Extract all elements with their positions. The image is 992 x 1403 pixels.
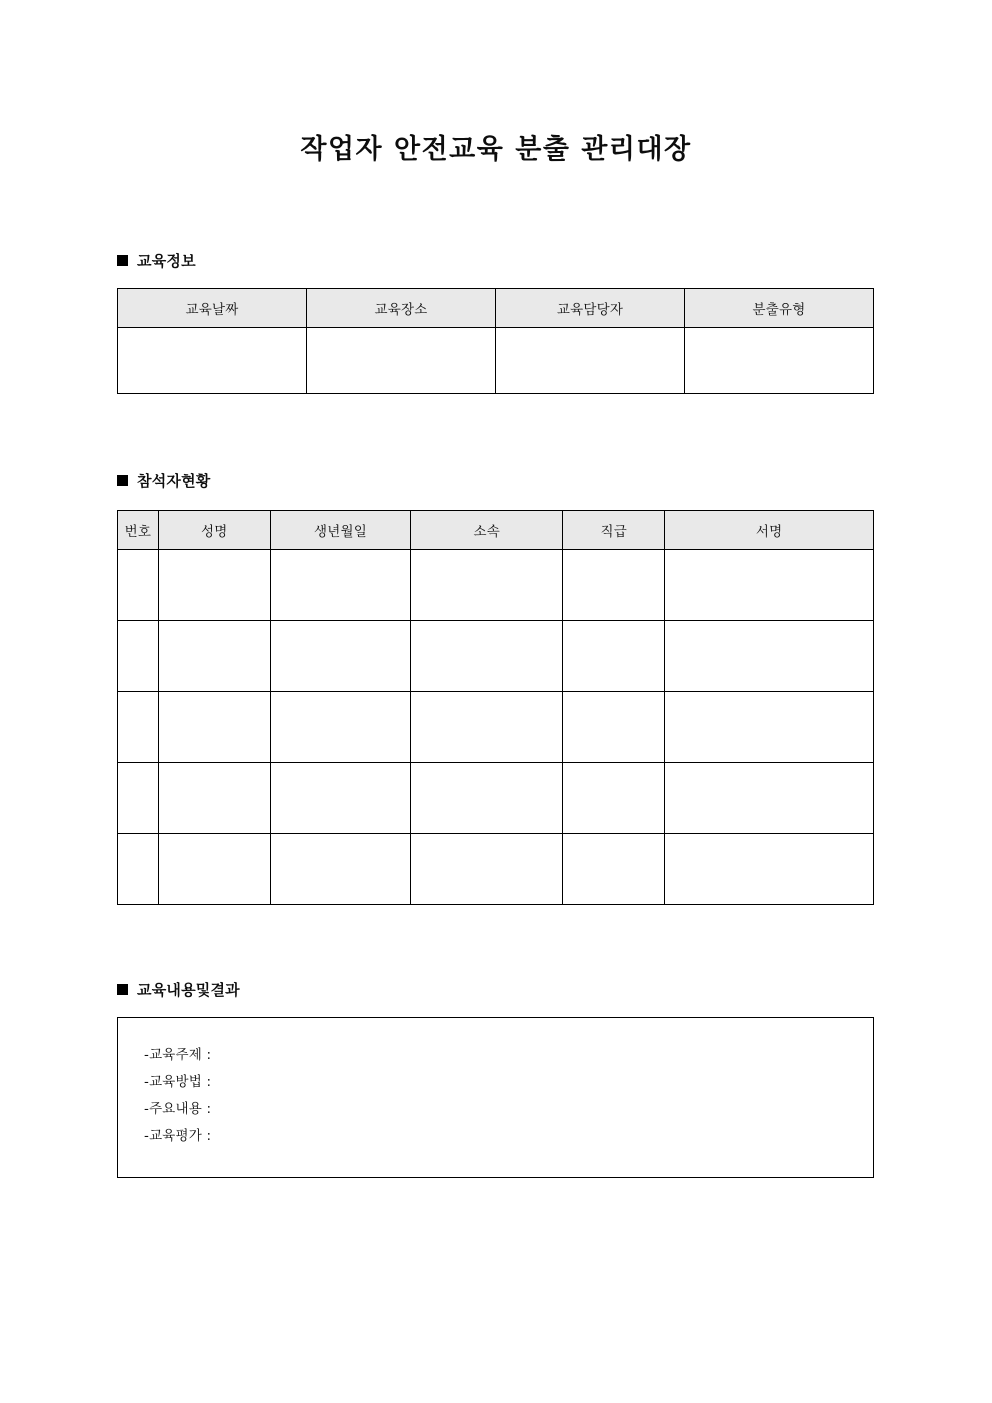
black-square-bullet-icon	[117, 984, 128, 995]
column-header-name: 성명	[158, 511, 270, 550]
cell-number[interactable]	[118, 621, 159, 692]
cell-education-date[interactable]	[118, 328, 307, 394]
column-header-birthdate: 생년월일	[270, 511, 411, 550]
section-heading-attendees	[117, 470, 210, 491]
section-heading-label: 참석자현황	[137, 472, 211, 490]
attendee-table	[117, 510, 874, 905]
cell-signature[interactable]	[665, 692, 874, 763]
table-row	[118, 621, 874, 692]
cell-signature[interactable]	[665, 834, 874, 905]
cell-education-place[interactable]	[307, 328, 496, 394]
column-header-signature: 서명	[665, 511, 874, 550]
table-header-row	[118, 289, 874, 328]
section-heading-label: 교육정보	[137, 252, 196, 270]
cell-number[interactable]	[118, 550, 159, 621]
column-header-education-place: 교육장소	[307, 289, 496, 328]
section-heading-label: 교육내용및결과	[137, 981, 240, 999]
column-header-number: 번호	[118, 511, 159, 550]
cell-birthdate[interactable]	[270, 834, 411, 905]
cell-number[interactable]	[118, 763, 159, 834]
table-header-row	[118, 511, 874, 550]
section-heading-education-content	[117, 979, 240, 1000]
content-line-education-evaluation: -교육평가 :	[144, 1128, 212, 1144]
cell-name[interactable]	[158, 834, 270, 905]
section-heading-education-info	[117, 250, 196, 271]
table-row	[118, 328, 874, 394]
column-header-position: 직급	[563, 511, 665, 550]
cell-signature[interactable]	[665, 621, 874, 692]
cell-eruption-type[interactable]	[685, 328, 874, 394]
table-row	[118, 692, 874, 763]
cell-name[interactable]	[158, 621, 270, 692]
table-row	[118, 834, 874, 905]
cell-signature[interactable]	[665, 763, 874, 834]
cell-affiliation[interactable]	[411, 550, 563, 621]
cell-education-manager[interactable]	[496, 328, 685, 394]
column-header-education-manager: 교육담당자	[496, 289, 685, 328]
cell-name[interactable]	[158, 692, 270, 763]
table-row	[118, 763, 874, 834]
cell-birthdate[interactable]	[270, 550, 411, 621]
black-square-bullet-icon	[117, 475, 128, 486]
cell-position[interactable]	[563, 692, 665, 763]
cell-number[interactable]	[118, 692, 159, 763]
column-header-education-date: 교육날짜	[118, 289, 307, 328]
cell-signature[interactable]	[665, 550, 874, 621]
cell-affiliation[interactable]	[411, 834, 563, 905]
black-square-bullet-icon	[117, 255, 128, 266]
cell-affiliation[interactable]	[411, 763, 563, 834]
cell-position[interactable]	[563, 550, 665, 621]
column-header-affiliation: 소속	[411, 511, 563, 550]
cell-name[interactable]	[158, 550, 270, 621]
content-line-education-method: -교육방법 :	[144, 1074, 212, 1090]
content-line-education-topic: -교육주제 :	[144, 1047, 212, 1063]
cell-name[interactable]	[158, 763, 270, 834]
column-header-eruption-type: 분출유형	[685, 289, 874, 328]
cell-birthdate[interactable]	[270, 692, 411, 763]
education-content-box[interactable]	[117, 1017, 874, 1178]
cell-position[interactable]	[563, 763, 665, 834]
cell-number[interactable]	[118, 834, 159, 905]
education-info-table	[117, 288, 874, 394]
cell-birthdate[interactable]	[270, 763, 411, 834]
cell-position[interactable]	[563, 621, 665, 692]
table-row	[118, 550, 874, 621]
cell-affiliation[interactable]	[411, 621, 563, 692]
cell-position[interactable]	[563, 834, 665, 905]
page-title: 작업자 안전교육 분출 관리대장	[300, 134, 692, 165]
content-line-main-content: -주요내용 :	[144, 1101, 212, 1117]
cell-affiliation[interactable]	[411, 692, 563, 763]
cell-birthdate[interactable]	[270, 621, 411, 692]
